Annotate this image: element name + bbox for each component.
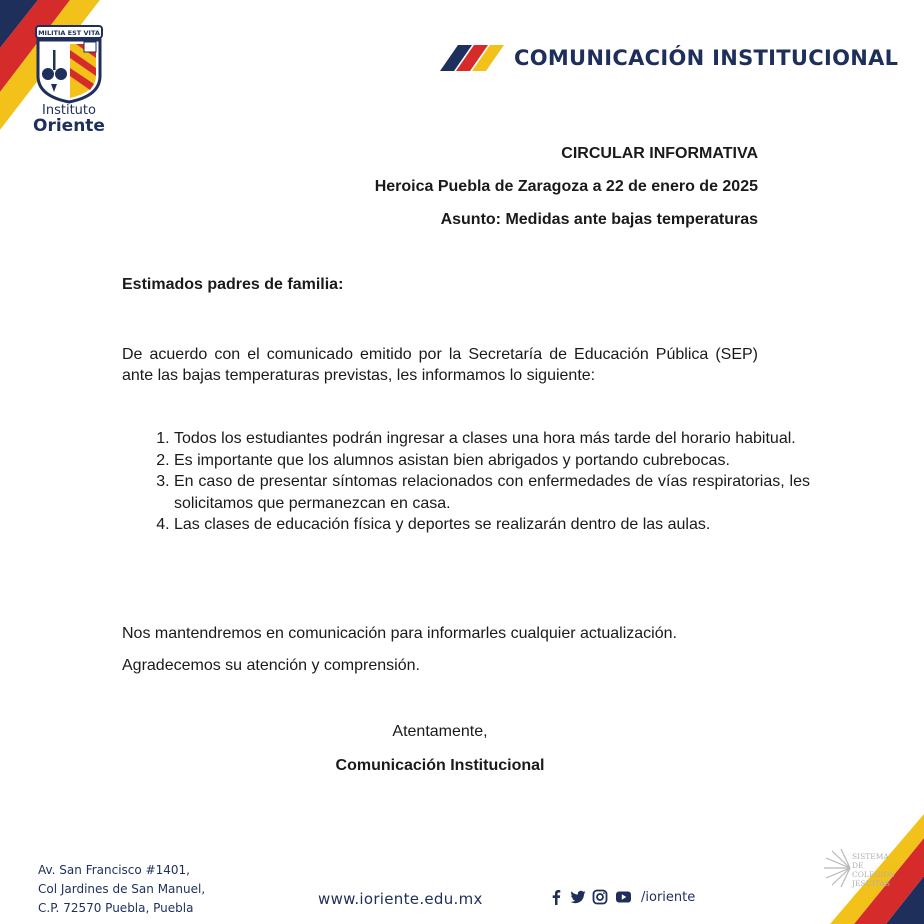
brand-stripes-icon xyxy=(440,45,506,71)
facebook-icon[interactable] xyxy=(548,889,564,905)
intro-paragraph: De acuerdo con el comunicado emitido por la Secretaría de Educación Pública (SEP) ante las bajas temperaturas previstas, les informamos lo siguiente: xyxy=(122,346,758,384)
youtube-icon[interactable] xyxy=(614,889,633,905)
place-date: Heroica Puebla de Zaragoza a 22 de enero de 2025 xyxy=(374,178,758,195)
closing-thanks: Agradecemos su atención y comprensión. xyxy=(122,657,420,674)
institute-logo xyxy=(28,24,110,135)
circular-type: CIRCULAR INFORMATIVA xyxy=(561,145,758,162)
salutation: Atentamente, xyxy=(392,723,488,740)
subject-line: Asunto: Medidas ante bajas temperaturas xyxy=(440,211,758,228)
address-line-1: Av. San Francisco #1401, xyxy=(38,863,190,877)
closing-update: Nos mantendremos en comunicación para informarles cualquier actualización. xyxy=(122,625,677,642)
brand-title: COMUNICACIÓN INSTITUCIONAL xyxy=(514,46,899,70)
list-item: 3. En caso de presentar síntomas relacionados con enfermedades de vías respiratorias, les solicitamos que permanezcan en casa. xyxy=(174,471,810,514)
address-line-3: C.P. 72570 Puebla, Puebla xyxy=(38,901,194,915)
greeting: Estimados padres de familia: xyxy=(122,276,344,293)
list-item: 2. Es importante que los alumnos asistan bien abrigados y portando cubrebocas. xyxy=(174,450,810,472)
logo-wordmark xyxy=(28,104,110,135)
sunburst-icon xyxy=(822,848,852,888)
footer-address xyxy=(38,861,205,918)
website-link[interactable]: www.ioriente.edu.mx xyxy=(318,890,483,908)
list-item: 4. Las clases de educación física y deportes se realizarán dentro de las aulas. xyxy=(174,514,810,536)
seal-line-2: DE COLEGIOS xyxy=(852,861,895,879)
logo-motto: MILITIA EST VITA xyxy=(38,29,100,37)
jesuit-schools-seal xyxy=(822,840,898,902)
twitter-icon[interactable] xyxy=(570,889,586,905)
social-handle[interactable]: /ioriente xyxy=(641,889,696,905)
seal-line-3: JESUITAS xyxy=(852,879,891,888)
shield-icon xyxy=(28,24,110,104)
address-line-2: Col Jardines de San Manuel, xyxy=(38,882,206,896)
logo-line-2: Oriente xyxy=(33,115,105,136)
logo-line-1: Instituto xyxy=(42,103,96,118)
list-item: 1. Todos los estudiantes podrán ingresar a clases una hora más tarde del horario habitual. xyxy=(174,428,810,450)
social-links xyxy=(548,889,695,905)
instagram-icon[interactable] xyxy=(592,889,608,905)
seal-line-1: SISTEMA xyxy=(852,852,889,861)
sender: Comunicación Institucional xyxy=(335,757,545,774)
measures-list xyxy=(122,428,810,536)
brand-header xyxy=(440,40,898,76)
